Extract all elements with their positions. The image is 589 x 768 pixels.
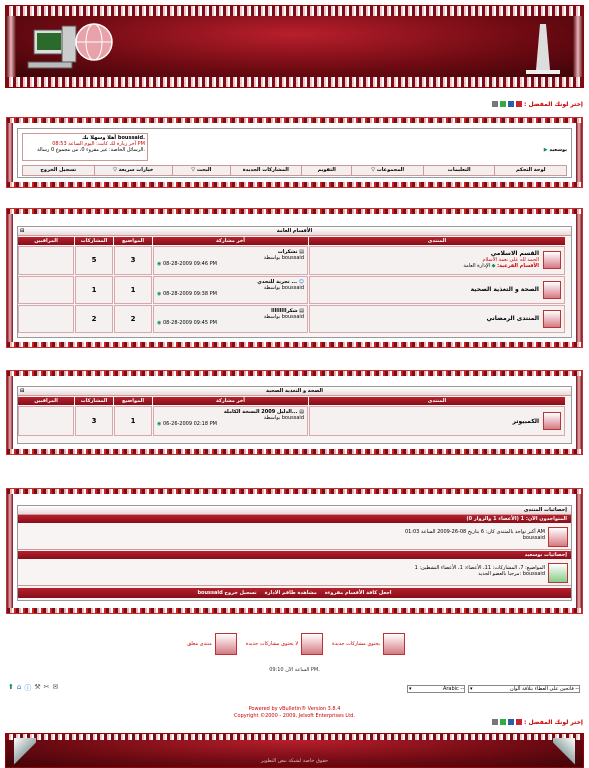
posts-count: 3 <box>75 406 113 436</box>
moderators-cell <box>18 305 74 333</box>
welcome-text: أهلا وسهلا بك boussaid. <box>82 135 145 141</box>
moderators-cell <box>18 276 74 304</box>
forum-title[interactable]: الكمبيوتر <box>512 418 539 425</box>
forum-row <box>309 246 565 275</box>
last-post-by[interactable]: بواسطة boussaid <box>263 285 304 291</box>
nav-calendar[interactable]: التقويم <box>301 166 351 175</box>
anchor-right-icon <box>553 738 575 768</box>
doc-icon: ▤ <box>299 249 304 255</box>
view-staff-link[interactable]: مشاهدة طاقم الادارة <box>264 590 317 596</box>
forum-title[interactable]: الصحة و التغذية الصحية <box>470 286 539 293</box>
site-stats-header: إحصائيات بوسعيد <box>18 551 571 559</box>
top-icon[interactable]: ⬆ <box>8 683 14 691</box>
footer-banner <box>5 733 584 768</box>
forum-desc: الحمد لله على نعمة الاسلام <box>482 257 539 263</box>
stats-icon <box>548 563 568 583</box>
col-moderators: المراقبين <box>18 397 74 405</box>
info-icon[interactable]: ⓘ <box>24 684 32 692</box>
forum-status-icon <box>543 412 561 430</box>
posts-count: 5 <box>75 246 113 275</box>
language-select[interactable]: -- Arabic ▾ <box>409 686 464 692</box>
bottom-icons <box>8 683 58 693</box>
last-post-title[interactable]: تجربة للتحدي ... ☺ <box>257 279 304 285</box>
nav-quick-links[interactable]: خيارات سريعة ▽ <box>94 166 173 175</box>
swatch-gray[interactable] <box>492 719 498 725</box>
chevron-down-icon: ▾ <box>409 686 412 692</box>
last-post-cell <box>153 406 308 436</box>
forum-stats-frame <box>6 488 583 614</box>
welcome-box <box>22 133 148 161</box>
swatch-red[interactable] <box>516 719 522 725</box>
col-last-post: آخر مشاركة <box>153 397 308 405</box>
last-post-by[interactable]: بواسطة boussaid <box>263 255 304 261</box>
forum-row <box>309 305 565 333</box>
swatch-blue[interactable] <box>508 101 514 107</box>
logout-link[interactable]: تسجيل خروج boussaid <box>197 590 257 596</box>
last-post-title[interactable]: شكرااااااااا ▤ <box>271 308 304 314</box>
moderators-cell <box>18 246 74 275</box>
icon-legend <box>185 632 405 656</box>
moderators-cell <box>18 406 74 436</box>
forum-title[interactable]: المنتدى الرمضاني <box>486 315 539 322</box>
style-chooser-label: إختر لونك المفضل : <box>523 718 583 726</box>
doc-icon: ▤ <box>299 308 304 314</box>
last-visit: آخر زيارة لك كانت: اليوم الساعة 08:53 PM <box>52 141 145 147</box>
posts-count: 1 <box>75 276 113 304</box>
style-chooser-bottom <box>492 718 583 726</box>
nav-groups[interactable]: المجموعات ▽ <box>351 166 423 175</box>
threads-count: 2 <box>114 305 152 333</box>
forum-status-icon <box>543 251 561 269</box>
collapse-icon[interactable]: ⊟ <box>20 388 25 394</box>
stats-title: إحصائيات المنتدى <box>18 506 571 515</box>
legend-no-new: لا يحتوي مشاركات جديدة <box>245 641 299 647</box>
nav-new-posts[interactable]: المشاركات الجديدة <box>230 166 302 175</box>
category-title[interactable]: الصحة و التغذية الصحية ⊟ <box>18 387 571 396</box>
category-title[interactable]: الأقسام العامة ⊟ <box>18 227 571 236</box>
col-threads: المواضيع <box>114 237 152 245</box>
category-health-frame <box>6 370 583 455</box>
nav-search[interactable]: البحث ▽ <box>172 166 229 175</box>
threads-count: 1 <box>114 276 152 304</box>
mark-forums-read-link[interactable]: اجعل كافة الأقسام مقروءة <box>324 590 392 596</box>
powered-by: Powered by vBulletin® Version 3.8.4 <box>248 706 341 712</box>
collapse-icon[interactable]: ⊟ <box>20 228 25 234</box>
anchor-left-icon <box>14 738 36 768</box>
logo-computer-icon <box>26 18 116 78</box>
copyright: Copyright ©2000 - 2009, Jelsoft Enterprises Ltd. <box>234 713 355 719</box>
col-last-post: آخر مشاركة <box>153 237 308 245</box>
stats-links <box>18 588 571 598</box>
site-stats-row <box>18 560 571 586</box>
col-threads: المواضيع <box>114 397 152 405</box>
nav-logout[interactable]: تسجيل الخروج <box>40 167 77 173</box>
breadcrumb[interactable]: ▶ بوسعيد <box>543 147 567 153</box>
last-post-date: ◉ 06-26-2009 02:18 PM <box>157 421 217 427</box>
newest-member[interactable]: مرحبا بالعضو الجديد: boussaid <box>478 571 545 577</box>
swatch-red[interactable] <box>516 101 522 107</box>
col-posts: المشاركات <box>75 237 113 245</box>
forum-status-icon <box>543 281 561 299</box>
last-post-date: ◉ 08-28-2009 09:45 PM <box>157 320 217 326</box>
last-post-by[interactable]: بواسطة boussaid <box>263 415 304 421</box>
closed-forum-icon <box>215 633 237 655</box>
category-general-frame <box>6 208 583 348</box>
last-post-cell <box>153 305 308 333</box>
settings-icon[interactable]: ✂ <box>43 683 50 691</box>
goto-icon[interactable]: ◉ <box>157 261 162 267</box>
forum-row <box>309 406 565 436</box>
last-post-by[interactable]: بواسطة boussaid <box>263 314 304 320</box>
chevron-down-icon: ▾ <box>470 686 473 692</box>
record-online: أكبر تواجد بالمنتدى كان: 6 بتاريخ 08-26-2009 الساعة 01:03 AM <box>404 529 545 535</box>
legend-closed: منتدى مغلق <box>187 641 212 647</box>
threads-count: 1 <box>114 406 152 436</box>
goto-icon[interactable]: ◉ <box>157 421 162 427</box>
footer-banner-text: حقوق خاصة لشبكة نبض التطوير <box>260 758 329 764</box>
last-post-date: ◉ 08-28-2009 09:46 PM <box>157 261 217 267</box>
online-users-icon <box>548 527 568 547</box>
posts-count: 2 <box>75 305 113 333</box>
col-forum: المنتدى <box>309 397 565 405</box>
online-row <box>18 524 571 550</box>
last-post-cell <box>153 246 308 275</box>
nav-faq[interactable]: التعليمات <box>423 166 495 175</box>
swatch-green[interactable] <box>500 719 506 725</box>
stats-line: المواضيع: 7، المشاركات: 11، الأعضاء: 1، الأعضاء النشطين: 1 <box>414 565 545 571</box>
forum-title[interactable]: القسم الاسلامي <box>490 250 539 257</box>
col-moderators: المراقبين <box>18 237 74 245</box>
home-icon[interactable]: ⌂ <box>16 683 22 691</box>
current-time: الساعة الآن 09:10 PM. <box>269 667 320 673</box>
smiley-icon: ☺ <box>298 279 304 285</box>
forum-status-icon <box>543 310 561 328</box>
last-post-cell <box>153 276 308 304</box>
goto-icon[interactable]: ◉ <box>157 291 162 297</box>
swatch-gray[interactable] <box>492 101 498 107</box>
goto-icon[interactable]: ◉ <box>157 320 162 326</box>
swatch-green[interactable] <box>500 101 506 107</box>
nav-usercp[interactable]: لوحة التحكم <box>494 166 566 175</box>
forum-row <box>309 276 565 304</box>
last-post-title[interactable]: تشكرات ▤ <box>277 249 304 255</box>
style-chooser-label: إختر لونك المفضل : <box>523 100 583 108</box>
subforums[interactable]: الأقسام الفرعية: ◆ الإدارة العامة <box>463 263 539 269</box>
last-post-date: ◉ 08-28-2009 09:38 PM <box>157 291 217 297</box>
pm-status[interactable]: الرسائل الخاصة: غير مقروء 0، من مجموع 0 رسالة. <box>37 147 145 153</box>
doc-icon: ▤ <box>299 409 304 415</box>
style-select[interactable]: -- فاتحين على العطاء بتلاقة ألوان ▾ <box>470 686 579 692</box>
header-banner <box>5 5 584 88</box>
new-posts-icon <box>383 633 405 655</box>
swatch-blue[interactable] <box>508 719 514 725</box>
legend-new-posts: يحتوي مشاركات جديدة <box>332 641 380 647</box>
threads-count: 3 <box>114 246 152 275</box>
navbar-frame <box>6 117 583 188</box>
online-header[interactable]: المتواجدون الآن: 1 (الأعضاء 1 والزوار 0) <box>18 515 571 523</box>
logo-tower-icon <box>518 22 566 78</box>
tools-icon[interactable]: ⚒ <box>34 683 41 691</box>
col-forum: المنتدى <box>309 237 565 245</box>
mail-icon[interactable]: ✉ <box>52 683 59 691</box>
no-new-posts-icon <box>301 633 323 655</box>
style-chooser <box>492 100 583 108</box>
last-post-title[interactable]: الدليل 2009 النسخة الكاملة... ▤ <box>223 409 304 415</box>
online-user[interactable]: boussaid <box>522 535 545 541</box>
nav-menu <box>22 165 567 176</box>
col-posts: المشاركات <box>75 397 113 405</box>
